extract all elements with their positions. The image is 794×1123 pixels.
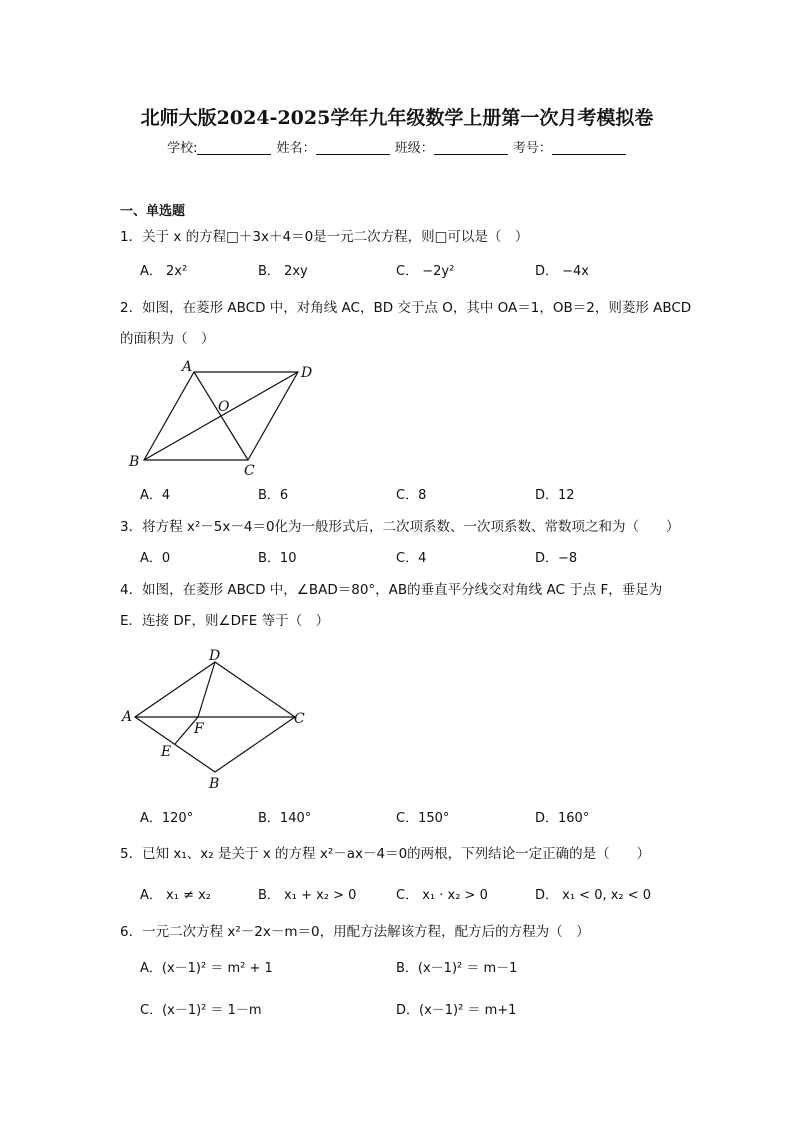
q5-option-b[interactable]: B． x₁ + x₂ > 0 xyxy=(258,888,357,903)
q2-option-d[interactable]: D．12 xyxy=(535,488,575,503)
school-label: 学校: xyxy=(167,141,198,156)
exam-title: 北师大版2024-2025学年九年级数学上册第一次月考模拟卷 xyxy=(140,107,654,129)
q1-option-d[interactable]: D． −4x xyxy=(535,264,589,279)
q6-option-a[interactable]: A．(x－1)² ＝ m² + 1 xyxy=(140,961,273,976)
label-o: O xyxy=(218,399,230,415)
q3-option-c[interactable]: C．4 xyxy=(396,551,427,566)
class-label: 班级： xyxy=(394,141,434,156)
segment-df xyxy=(198,662,215,717)
q2-option-c[interactable]: C．8 xyxy=(396,488,427,503)
q4-option-a[interactable]: A．120° xyxy=(140,811,194,826)
q4-option-c[interactable]: C．150° xyxy=(396,811,450,826)
question-4-text: 4．如图，在菱形 ABCD 中，∠BAD＝80°，AB的垂直平分线交对角线 AC 于点 F，垂足为 xyxy=(120,582,663,598)
question-4-text-cont: E．连接 DF，则∠DFE 等于（ ） xyxy=(120,613,330,629)
q1-option-a[interactable]: A． 2x² xyxy=(140,264,188,279)
label-d: D xyxy=(301,365,313,381)
label-e: E xyxy=(161,744,172,760)
question-3-text: 3．将方程 x²－5x－4＝0化为一般形式后，二次项系数、一次项系数、常数项之和为（ ） xyxy=(120,519,680,535)
q5-option-a[interactable]: A． x₁ ≠ x₂ xyxy=(140,888,211,903)
q1-option-b[interactable]: B． 2xy xyxy=(258,264,308,279)
label-a: A xyxy=(122,709,133,725)
q3-option-a[interactable]: A．0 xyxy=(140,551,171,566)
label-b: B xyxy=(209,776,220,792)
q2-option-b[interactable]: B．6 xyxy=(258,488,289,503)
q5-option-d[interactable]: D． x₁ < 0, x₂ < 0 xyxy=(535,888,652,903)
school-blank[interactable] xyxy=(197,142,271,155)
question-6-text: 6．一元二次方程 x²－2x－m＝0，用配方法解该方程，配方后的方程为（ ） xyxy=(120,924,590,940)
label-d: D xyxy=(209,648,221,664)
question-1-text: 1．关于 x 的方程□＋3x＋4＝0是一元二次方程，则□可以是（ ） xyxy=(120,229,529,245)
q3-option-d[interactable]: D．−8 xyxy=(535,551,578,566)
label-b: B xyxy=(129,454,140,470)
q5-option-c[interactable]: C． x₁ · x₂ > 0 xyxy=(396,888,488,903)
question-2-text: 2．如图，在菱形 ABCD 中，对角线 AC，BD 交于点 O，其中 OA＝1，OB＝2，则菱形 ABCD xyxy=(120,300,692,316)
label-c: C xyxy=(244,463,255,479)
class-blank[interactable] xyxy=(434,142,508,155)
q6-option-b[interactable]: B．(x－1)² ＝ m－1 xyxy=(396,961,518,976)
q3-option-b[interactable]: B．10 xyxy=(258,551,297,566)
q4-option-d[interactable]: D．160° xyxy=(535,811,590,826)
q1-option-c[interactable]: C． −2y² xyxy=(396,264,455,279)
diagonal-bd xyxy=(144,372,298,460)
section-heading: 一、单选题 xyxy=(120,204,186,219)
number-label: 考号： xyxy=(512,141,552,156)
rhombus-figure-q2 xyxy=(120,355,330,480)
name-label: 姓名： xyxy=(276,141,316,156)
question-5-text: 5．已知 x₁、x₂ 是关于 x 的方程 x²－ax－4＝0的两根，下列结论一定正确的是（ ） xyxy=(120,846,651,862)
number-blank[interactable] xyxy=(552,142,626,155)
name-blank[interactable] xyxy=(316,142,390,155)
label-c: C xyxy=(294,711,305,727)
rhombus-figure-q4 xyxy=(120,645,320,795)
question-2-text-cont: 的面积为（ ） xyxy=(120,331,215,347)
q6-option-d[interactable]: D．(x－1)² ＝ m+1 xyxy=(396,1003,517,1018)
q4-option-b[interactable]: B．140° xyxy=(258,811,312,826)
q2-option-a[interactable]: A．4 xyxy=(140,488,171,503)
q6-option-c[interactable]: C．(x－1)² ＝ 1－m xyxy=(140,1003,262,1018)
label-a: A xyxy=(182,359,193,375)
student-info-line xyxy=(0,142,794,155)
label-f: F xyxy=(194,721,204,737)
